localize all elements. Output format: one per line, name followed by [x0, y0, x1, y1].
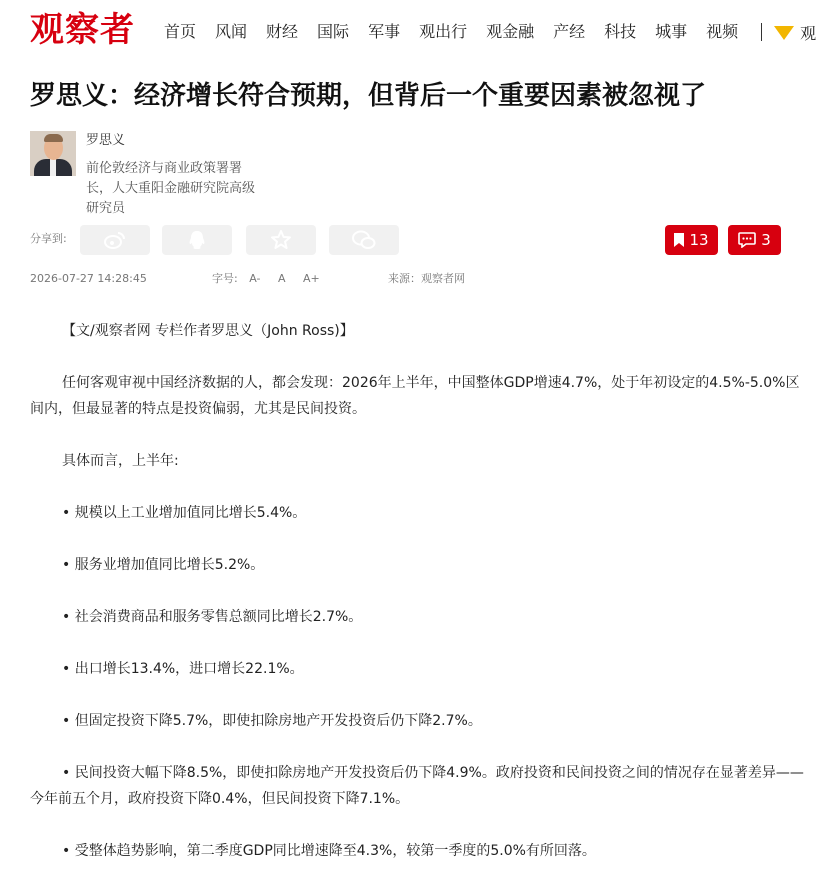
- author-name[interactable]: 罗思义: [86, 133, 126, 148]
- article-paragraph: 具体而言，上半年:: [62, 453, 179, 469]
- share-qq-button[interactable]: [162, 225, 232, 255]
- nav-item-guan-finance[interactable]: 观金融: [486, 22, 535, 41]
- article-bullet: • 规模以上工业增加值同比增长5.4%。: [62, 505, 307, 521]
- nav-item-finance[interactable]: 财经: [266, 22, 299, 41]
- comment-button[interactable]: [728, 225, 781, 255]
- article-bullet: • 服务业增加值同比增长5.2%。: [62, 557, 265, 573]
- qzone-icon: [271, 230, 291, 250]
- nav-item-military[interactable]: 军事: [368, 22, 401, 41]
- top-navigation: [0, 0, 836, 62]
- share-label: 分享到:: [30, 232, 67, 245]
- bookmark-icon: [674, 233, 684, 247]
- font-size-controls: [212, 272, 328, 286]
- font-size-label: 字号:: [212, 272, 238, 285]
- nav-item-tech[interactable]: 科技: [604, 22, 637, 41]
- nav-divider: [761, 23, 762, 41]
- article-bullet: • 出口增长13.4%，进口增长22.1%。: [62, 661, 304, 677]
- article-paragraph: 任何客观审视中国经济数据的人，都会发现：2026年上半年，中国整体GDP增速4.7%，处于年初设定的4.5%-5.0%区间内，但最显著的特点是投资偏弱，尤其是民间投资。: [30, 375, 800, 417]
- nav-item-industry[interactable]: 产经: [553, 22, 586, 41]
- bookmark-button[interactable]: [665, 225, 718, 255]
- font-size-normal[interactable]: A: [277, 272, 286, 285]
- article-byline: 【文/观察者网 专栏作者罗思义（John Ross)】: [62, 323, 354, 339]
- nav-item-fengwen[interactable]: 风闻: [215, 22, 248, 41]
- comment-icon: [738, 232, 756, 248]
- article-title: 罗思义：经济增长符合预期，但背后一个重要因素被忽视了: [30, 81, 707, 111]
- article-body: [30, 318, 806, 864]
- article-source: 来源：观察者网: [388, 272, 465, 285]
- nav-item-city[interactable]: 城事: [655, 22, 688, 41]
- bookmark-count: 13: [689, 231, 709, 249]
- weibo-icon: [104, 231, 126, 249]
- author-bio: 前伦敦经济与商业政策署署长，人大重阳金融研究院高级研究员: [86, 161, 256, 216]
- publish-date: 2026-07-27 14:28:45: [30, 272, 147, 285]
- avatar-hair: [44, 134, 63, 142]
- qq-icon: [188, 230, 206, 250]
- comment-count: 3: [761, 231, 771, 249]
- share-qzone-button[interactable]: [246, 225, 316, 255]
- font-size-increase[interactable]: A+: [303, 272, 320, 285]
- share-wechat-button[interactable]: [329, 225, 399, 255]
- article-bullet: • 社会消费商品和服务零售总额同比增长2.7%。: [62, 609, 363, 625]
- vip-gem-icon[interactable]: [774, 26, 794, 40]
- author-avatar[interactable]: [30, 131, 76, 176]
- nav-item-international[interactable]: 国际: [317, 22, 350, 41]
- font-size-decrease[interactable]: A-: [249, 272, 261, 285]
- nav-item-video[interactable]: 视频: [706, 22, 739, 41]
- wechat-icon: [352, 230, 376, 250]
- article-bullet: • 但固定投资下降5.7%，即使扣除房地产开发投资后仍下降2.7%。: [62, 713, 482, 729]
- nav-item-travel[interactable]: 观出行: [419, 22, 468, 41]
- nav-menu: [164, 20, 816, 44]
- site-logo[interactable]: 观察者: [30, 10, 135, 50]
- share-weibo-button[interactable]: [80, 225, 150, 255]
- article-bullet: • 受整体趋势影响，第二季度GDP同比增速降至4.3%，较第一季度的5.0%有所回落。: [62, 843, 596, 859]
- avatar-shirt: [50, 159, 56, 176]
- article-bullet: • 民间投资大幅下降8.5%，即使扣除房地产开发投资后仍下降4.9%。政府投资和民间投资之间的情况存在显著差异——今年前五个月，政府投资下降0.4%，但民间投资下降7.1%。: [30, 765, 804, 807]
- vip-link[interactable]: 观: [800, 23, 817, 43]
- nav-item-home[interactable]: 首页: [164, 22, 197, 41]
